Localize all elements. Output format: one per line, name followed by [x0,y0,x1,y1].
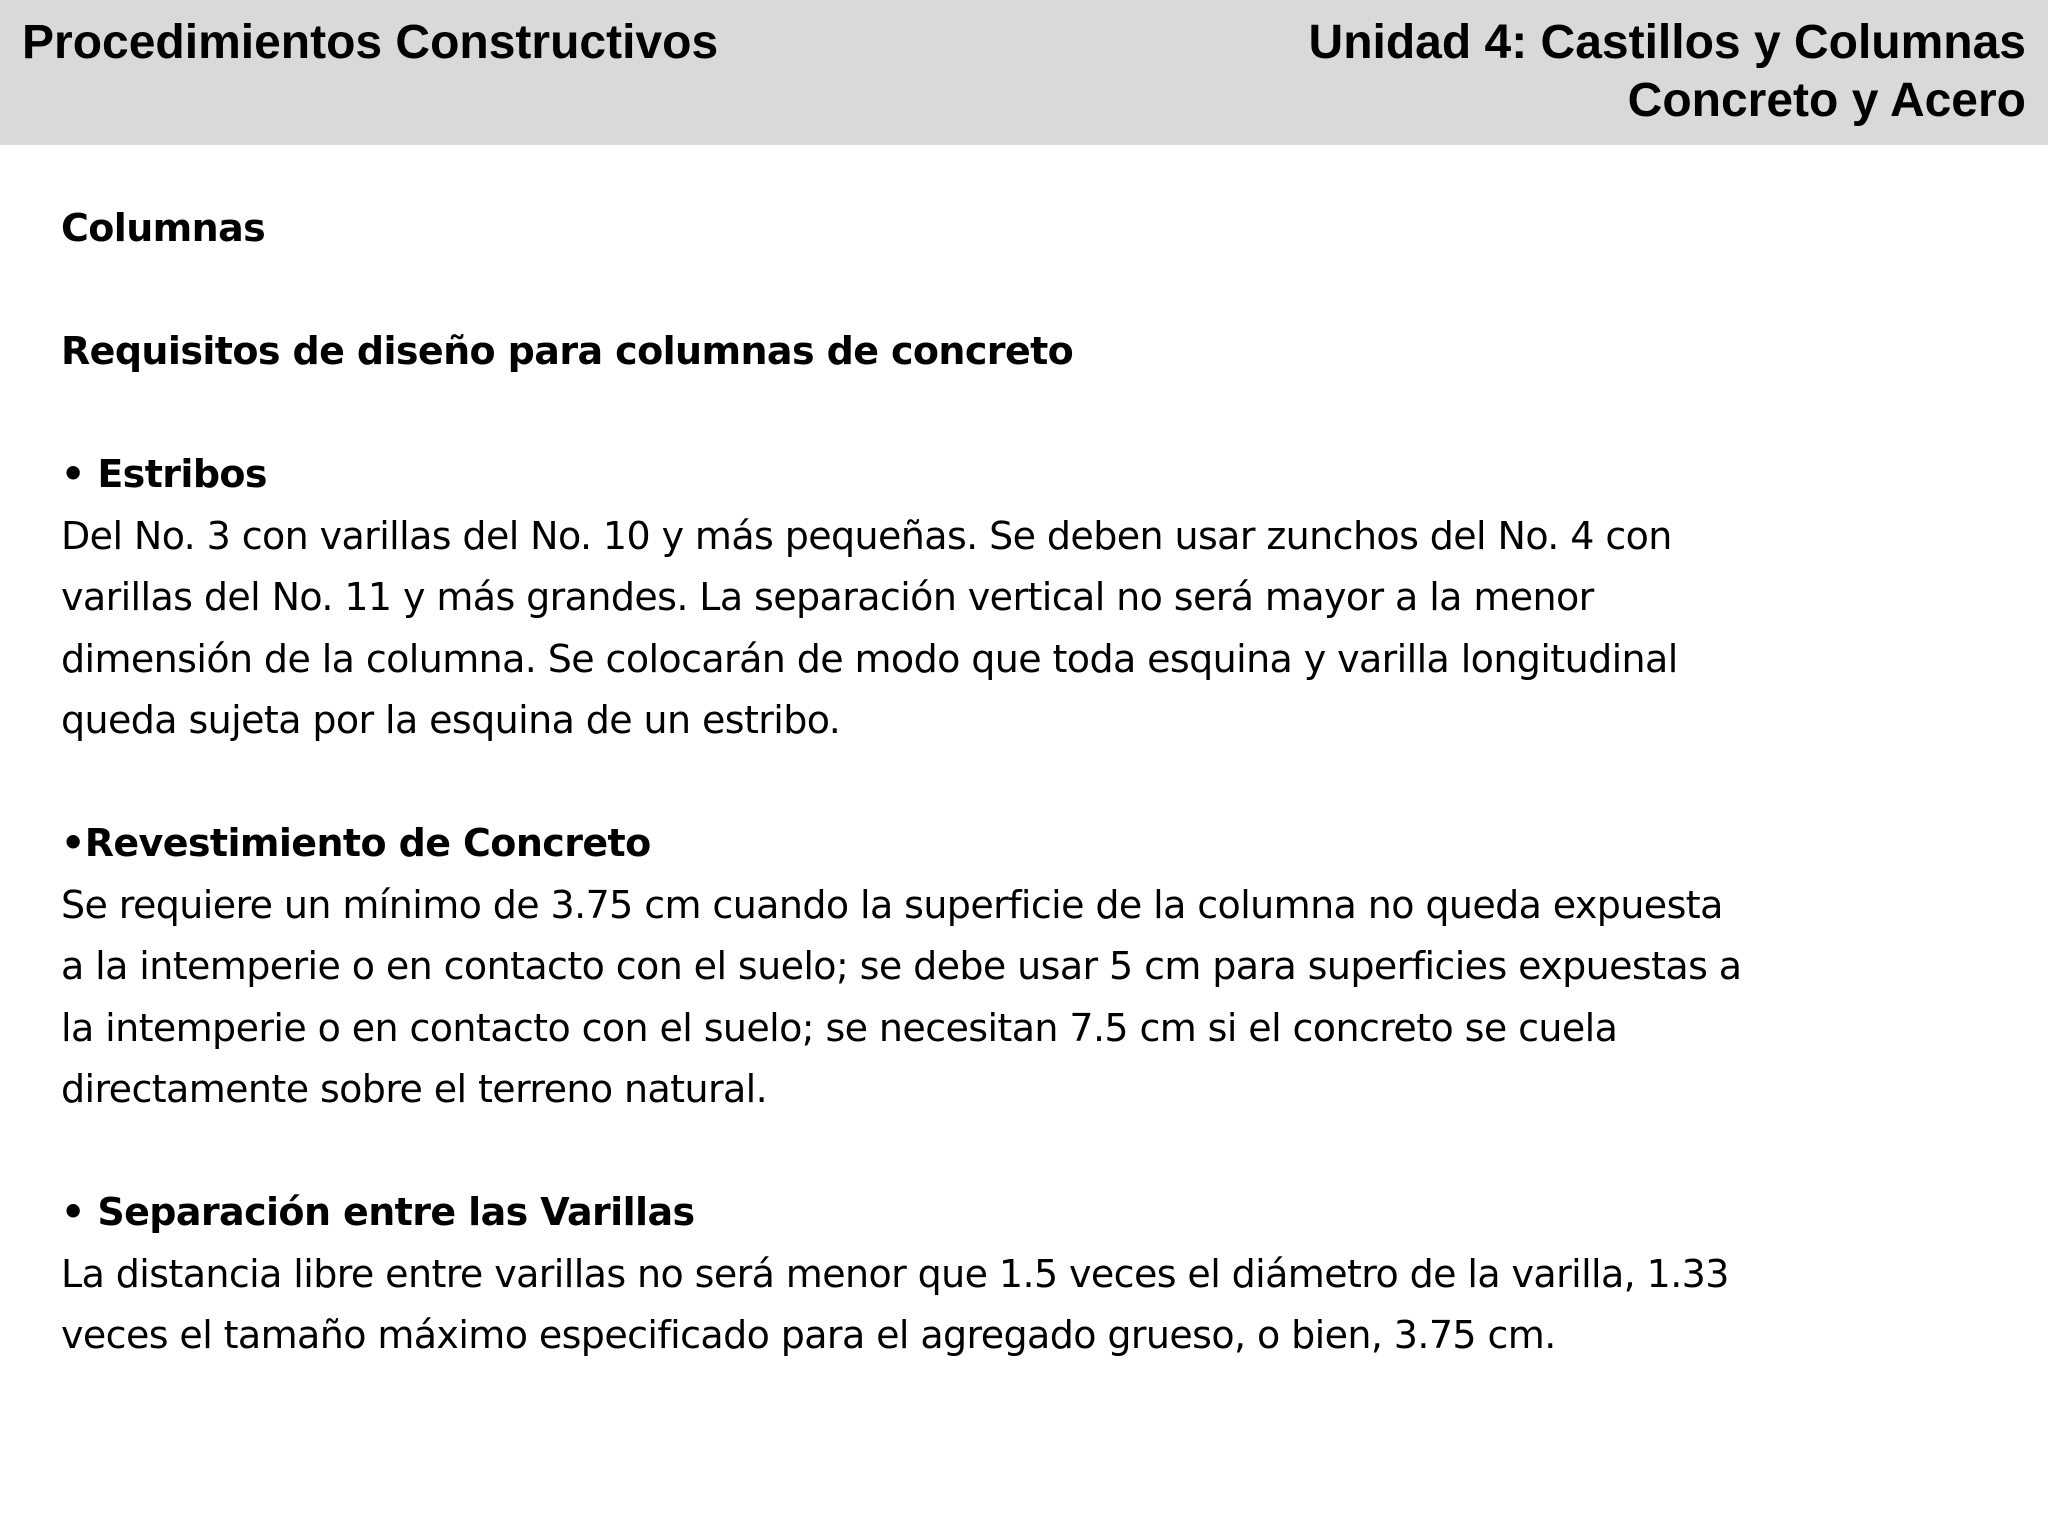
course-title: Procedimientos Constructivos [22,16,719,69]
item-estribos [61,444,2001,752]
item-text-line: varillas del No. 11 y más grandes. La separación vertical no será mayor a la menor [61,575,1594,619]
subsection-title: Requisitos de diseño para columnas de concreto [61,329,1074,373]
item-text-line: La distancia libre entre varillas no será menor que 1.5 veces el diámetro de la varilla, 1.33 [61,1251,1729,1296]
item-revestimiento [61,813,2001,1121]
item-text-line: Del No. 3 con varillas del No. 10 y más pequeñas. Se deben usar zunchos del No. 4 con [61,513,1672,558]
item-text-line: Se requiere un mínimo de 3.75 cm cuando la superficie de la columna no queda expuesta [61,882,1723,927]
spacer [61,1121,2001,1183]
unit-subtitle: Concreto y Acero [1627,74,2026,127]
item-text-line: queda sujeta por la esquina de un estribo. [61,698,841,742]
item-text-line: directamente sobre el terreno natural. [61,1067,768,1111]
unit-title-block [1309,14,2026,130]
item-heading: • Estribos [61,452,267,496]
item-text-line: a la intemperie o en contacto con el suelo; se debe usar 5 cm para superficies expuestas a [61,944,1742,988]
unit-title: Unidad 4: Castillos y Columnas [1308,16,2026,69]
spacer [61,260,2001,322]
spacer [61,383,2001,445]
item-text-line: la intemperie o en contacto con el suelo; se necesitan 7.5 cm si el concreto se cuela [61,1005,1618,1050]
item-text-line: veces el tamaño máximo especificado para el agregado grueso, o bien, 3.75 cm. [61,1313,1556,1357]
slide-header [0,0,2048,145]
item-heading: • Separación entre las Varillas [61,1190,695,1234]
item-separacion [61,1182,2001,1367]
item-heading: •Revestimiento de Concreto [61,821,651,865]
slide-body [61,198,2001,1367]
section-title: Columnas [61,206,266,250]
item-text-line: dimensión de la columna. Se colocarán de modo que toda esquina y varilla longitudinal [61,636,1678,681]
spacer [61,752,2001,814]
